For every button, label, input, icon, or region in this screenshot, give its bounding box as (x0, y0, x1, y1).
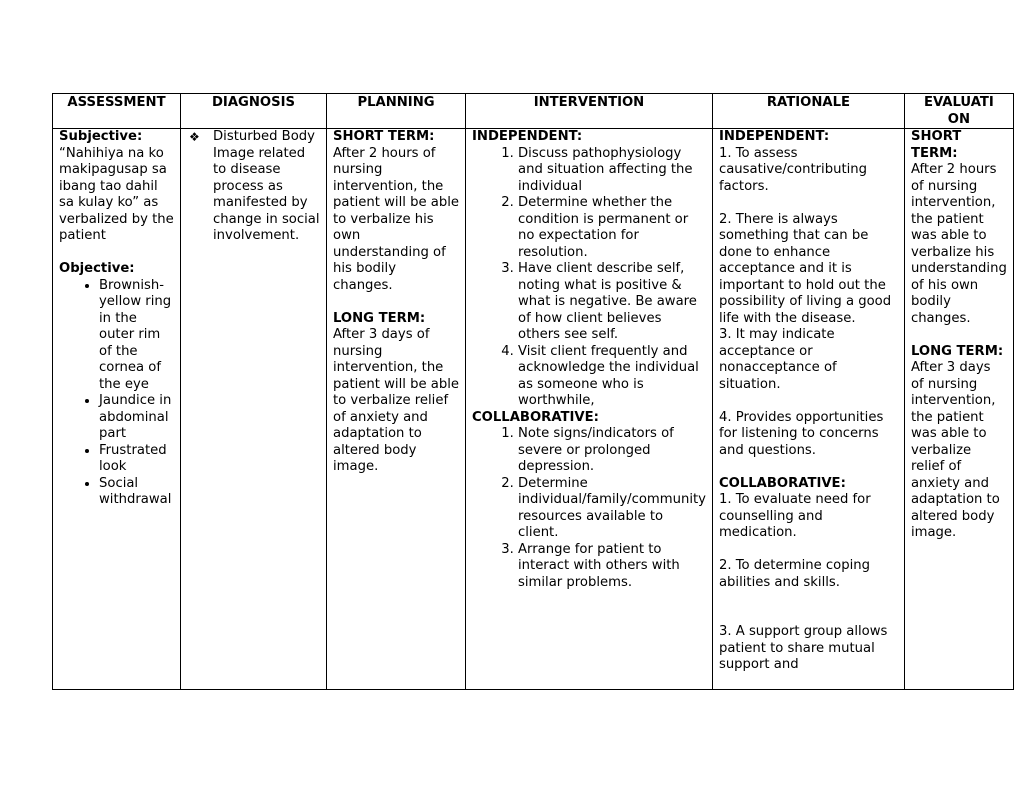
planning-cell (327, 129, 466, 690)
diagnosis-cell (181, 129, 327, 690)
diamond-bullet-icon: ❖ (189, 130, 200, 144)
intervention-item: 1. Discuss pathophysiology and situation affecting the individual (518, 146, 706, 196)
evaluation-long-label: LONG TERM: (910, 343, 1004, 359)
header-row (53, 94, 1014, 129)
nursing-care-plan-table (52, 93, 1014, 690)
subjective-text: “Nahihiya na ko makipagusap sa ibang tao dahil sa kulay ko” as verbalized by the patient (59, 145, 174, 243)
objective-item: • Brownish-yellow ring in the outer rim of the cornea of the eye (99, 278, 174, 394)
intervention-item: 4. Visit client frequently and acknowledge the individual as someone who is worthwhile, (518, 344, 706, 410)
objective-item: • Social withdrawal (99, 476, 174, 509)
intervention-item: 2. Determine whether the condition is permanent or no expectation for resolution. (518, 195, 706, 261)
intervention-independent-label: INDEPENDENT: (472, 129, 583, 144)
subjective-label: Subjective: (59, 129, 143, 144)
objective-list (59, 278, 174, 509)
rationale-item: 2. There is always something that can be done to enhance acceptance and it is important to hold out the possibility of living a good life with the disease. (718, 211, 892, 326)
intervention-item: 2. Determine individual/family/community resources available to client. (518, 476, 706, 542)
intervention-collaborative-label: COLLABORATIVE: (472, 409, 599, 425)
rationale-item: 2. To determine coping abilities and skills. (718, 558, 871, 590)
rationale-collaborative-label: COLLABORATIVE: (718, 475, 846, 491)
intervention-collaborative-list (472, 426, 706, 591)
rationale-item: 3. It may indicate acceptance or nonacceptance of situation. (718, 327, 837, 392)
header-diagnosis: DIAGNOSIS (181, 94, 327, 129)
header-evaluation: EVALUATI ON (904, 94, 1013, 129)
assessment-cell (53, 129, 181, 690)
intervention-item: 3. Arrange for patient to interact with others with similar problems. (518, 542, 706, 592)
evaluation-cell (904, 129, 1013, 690)
header-rationale: RATIONALE (712, 94, 904, 129)
diagnosis-list (187, 129, 320, 245)
header-planning: PLANNING (327, 94, 466, 129)
objective-item: • Jaundice in abdominal part (99, 393, 174, 443)
rationale-item: 1. To assess causative/contributing factors. (718, 145, 868, 194)
intervention-cell (466, 129, 713, 690)
header-assessment: ASSESSMENT (53, 94, 181, 129)
rationale-item: 3. A support group allows patient to share mutual support and (718, 624, 888, 672)
content-row (53, 129, 1014, 690)
rationale-cell (712, 129, 904, 690)
diagnosis-text: Disturbed Body Image related to disease process as manifested by change in social involvement. (213, 129, 320, 243)
intervention-item: 3. Have client describe self, noting what is positive & what is negative. Be aware of how client believes others see self. (518, 261, 706, 344)
planning-short-label: SHORT TERM: (333, 129, 435, 144)
evaluation-short-text: After 2 hours of nursing intervention, the patient was able to verbalize his understanding of his own bodily changes. (910, 162, 1007, 326)
evaluation-long-text: After 3 days of nursing intervention, the patient was able to verbalize relief of anxiety and adaptation to altered body image. (910, 360, 1000, 540)
objective-label: Objective: (59, 261, 135, 276)
header-intervention: INTERVENTION (466, 94, 713, 129)
evaluation-short-label: SHORT TERM: (910, 129, 962, 161)
rationale-item: 4. Provides opportunities for listening to concerns and questions. (718, 409, 884, 458)
intervention-item: 1. Note signs/indicators of severe or prolonged depression. (518, 426, 706, 476)
planning-long-label: LONG TERM: (333, 310, 426, 326)
rationale-independent-label: INDEPENDENT: (718, 129, 830, 144)
diagnosis-item (189, 129, 320, 245)
objective-item: • Frustrated look (99, 443, 174, 476)
rationale-item: 1. To evaluate need for counselling and medication. (718, 492, 871, 540)
intervention-independent-list (472, 146, 706, 410)
planning-long-text: After 3 days of nursing intervention, the patient will be able to verbalize relief of anxiety and adaptation to altered body image. (333, 327, 459, 474)
planning-short-text: After 2 hours of nursing intervention, the patient will be able to verbalize his own understanding of his bodily changes. (333, 145, 459, 293)
